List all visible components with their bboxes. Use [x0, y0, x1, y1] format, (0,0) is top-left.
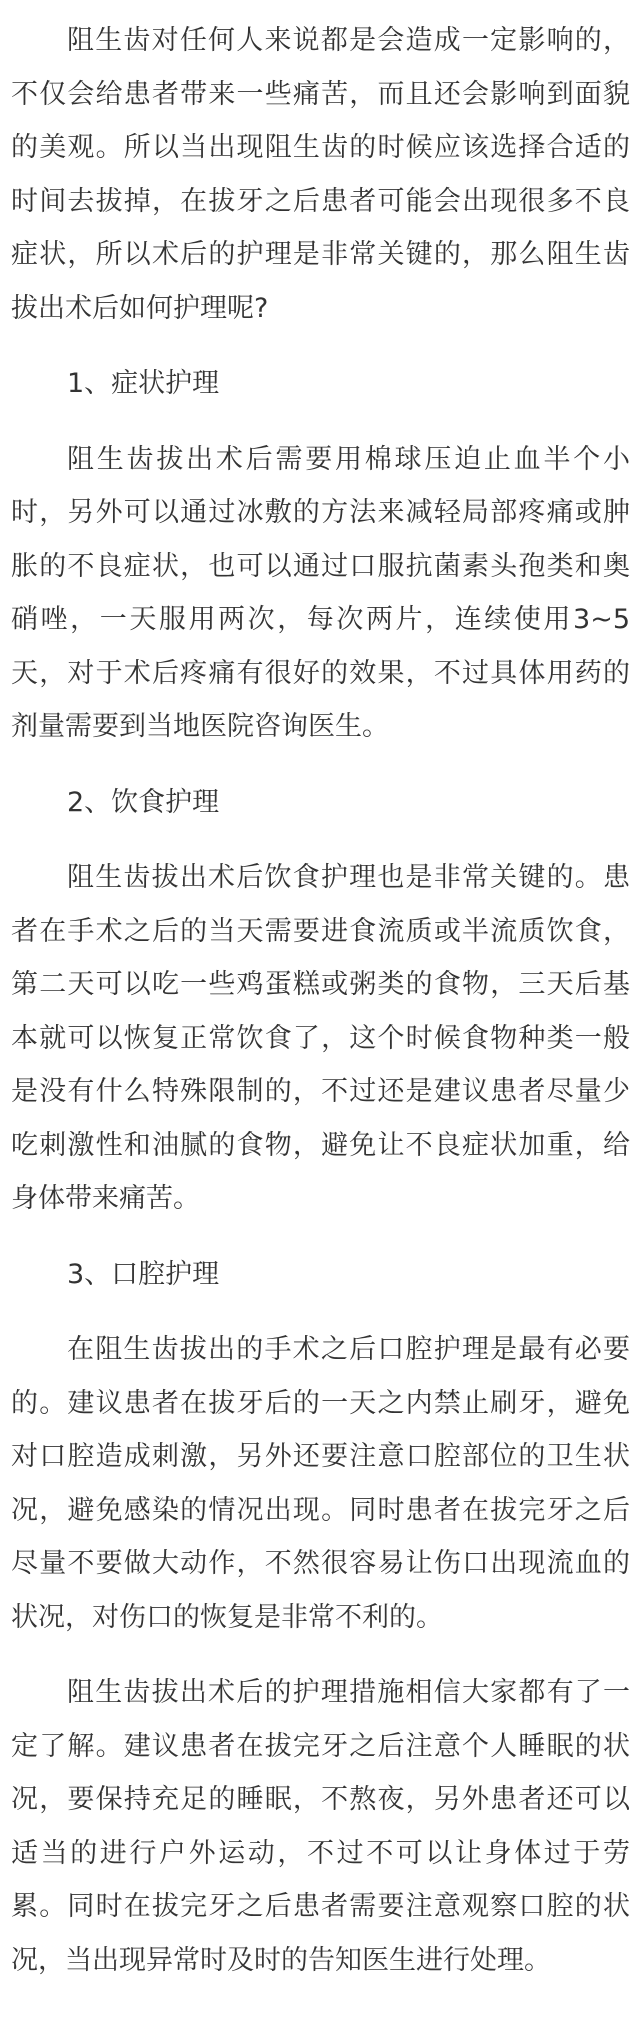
- section-heading-symptom-care: 1、症状护理: [67, 368, 220, 399]
- section-heading-oral-care: 3、口腔护理: [67, 1258, 220, 1290]
- section-body-oral-care: 在阻生齿拔出的手术之后口腔护理是最有必要的。建议患者在拔牙后的一天之内禁止刷牙，避免对口腔造成刺激，另外还要注意口腔部位的卫生状况，避免感染的情况出现。同时患者在拔完牙之后尽量不要做大动作，不然很容易让伤口出现流血的状况，对伤口的恢复是非常不利的。: [11, 1334, 630, 1633]
- conclusion-paragraph: 阻生齿拔出术后的护理措施相信大家都有了一定了解。建议患者在拔完牙之后注意个人睡眠的状况，要保持充足的睡眠，不熬夜，另外患者还可以适当的进行户外运动，不过不可以让身体过于劳累。同时在拔完牙之后患者需要注意观察口腔的状况，当出现异常时及时的告知医生进行处理。: [11, 1677, 630, 1976]
- section-body-symptom-care: 阻生齿拔出术后需要用棉球压迫止血半个小时，另外可以通过冰敷的方法来减轻局部疼痛或肿胀的不良症状，也可以通过口服抗菌素头孢类和奥硝唑，一天服用两次，每次两片，连续使用3~5天，对于术后疼痛有很好的效果，不过具体用药的剂量需要到当地医院咨询医生。: [11, 443, 630, 742]
- intro-paragraph: 阻生齿对任何人来说都是会造成一定影响的，不仅会给患者带来一些痛苦，而且还会影响到面貌的美观。所以当出现阻生齿的时候应该选择合适的时间去拔掉，在拔牙之后患者可能会出现很多不良症状，所以术后的护理是非常关键的，那么阻生齿拔出术后如何护理呢?: [11, 25, 630, 324]
- section-body-diet-care: 阻生齿拔出术后饮食护理也是非常关键的。患者在手术之后的当天需要进食流质或半流质饮食，第二天可以吃一些鸡蛋糕或粥类的食物，三天后基本就可以恢复正常饮食了，这个时候食物种类一般是没有什么特殊限制的，不过还是建议患者尽量少吃刺激性和油腻的食物，避免让不良症状加重，给身体带来痛苦。: [11, 862, 630, 1214]
- section-heading-diet-care: 2、饮食护理: [67, 786, 220, 818]
